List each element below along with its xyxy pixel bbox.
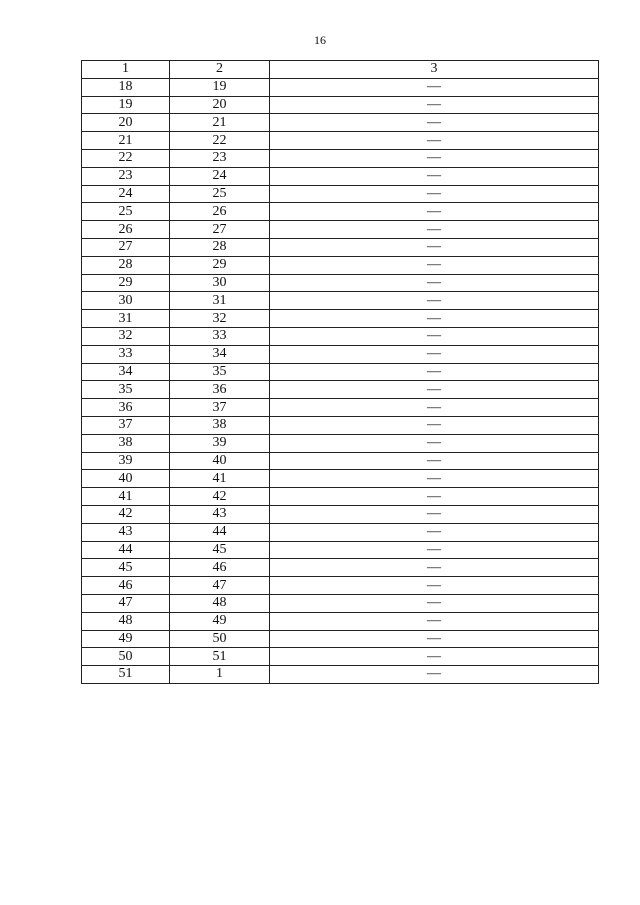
table-cell-col-3: — [270,274,599,292]
table-cell-col-1: 25 [82,203,170,221]
table-cell-col-1: 42 [82,505,170,523]
table-cell-col-2: 23 [170,149,270,167]
table-row [82,541,599,559]
table-cell-col-2: 43 [170,505,270,523]
table-row [82,132,599,150]
table-cell-col-1: 51 [82,666,170,684]
table-row [82,221,599,239]
table-cell-col-1: 30 [82,292,170,310]
table-cell-col-3: — [270,203,599,221]
table-cell-col-2: 26 [170,203,270,221]
table-cell-col-3: — [270,345,599,363]
table-cell-col-3: — [270,648,599,666]
table-row [82,630,599,648]
table-row [82,577,599,595]
table-cell-col-2: 45 [170,541,270,559]
table-cell-col-1: 28 [82,256,170,274]
table-cell-col-1: 26 [82,221,170,239]
table-cell-col-1: 45 [82,559,170,577]
table-cell-col-1: 38 [82,434,170,452]
table-row [82,559,599,577]
table-cell-col-3: — [270,470,599,488]
table-row [82,488,599,506]
table-cell-col-3: — [270,96,599,114]
table-cell-col-1: 37 [82,416,170,434]
table-cell-col-2: 28 [170,238,270,256]
table-row [82,594,599,612]
table-cell-col-2: 31 [170,292,270,310]
table-cell-col-2: 30 [170,274,270,292]
table-cell-col-1: 31 [82,310,170,328]
table-cell-col-1: 23 [82,167,170,185]
table-row [82,345,599,363]
table-cell-col-2: 22 [170,132,270,150]
table-cell-col-1: 35 [82,381,170,399]
table-cell-col-1: 46 [82,577,170,595]
table-cell-col-2: 32 [170,310,270,328]
header-row [82,61,599,79]
table-cell-col-2: 46 [170,559,270,577]
table-cell-col-1: 39 [82,452,170,470]
table-cell-col-2: 27 [170,221,270,239]
table-cell-col-3: — [270,238,599,256]
table-cell-col-1: 41 [82,488,170,506]
table-cell-col-2: 41 [170,470,270,488]
table-cell-col-3: — [270,666,599,684]
table-header [82,61,599,79]
table-cell-col-1: 43 [82,523,170,541]
table-cell-col-3: — [270,541,599,559]
table-row [82,96,599,114]
table-row [82,666,599,684]
table-row [82,399,599,417]
table-cell-col-3: — [270,149,599,167]
table-cell-col-1: 34 [82,363,170,381]
table-cell-col-3: — [270,132,599,150]
table-row [82,452,599,470]
table-body [82,78,599,683]
column-header-1: 1 [82,61,170,79]
table-cell-col-2: 20 [170,96,270,114]
table-cell-col-3: — [270,452,599,470]
table-cell-col-2: 49 [170,612,270,630]
table-cell-col-3: — [270,185,599,203]
table-cell-col-2: 1 [170,666,270,684]
table-cell-col-2: 38 [170,416,270,434]
table-cell-col-3: — [270,78,599,96]
table-cell-col-3: — [270,221,599,239]
table-cell-col-1: 24 [82,185,170,203]
data-table [81,60,599,684]
table-cell-col-1: 29 [82,274,170,292]
table-cell-col-3: — [270,434,599,452]
table-row [82,78,599,96]
table-cell-col-2: 39 [170,434,270,452]
table-cell-col-3: — [270,612,599,630]
table-row [82,416,599,434]
table-cell-col-1: 48 [82,612,170,630]
table-cell-col-2: 24 [170,167,270,185]
table-row [82,470,599,488]
table-cell-col-1: 32 [82,327,170,345]
table-cell-col-3: — [270,310,599,328]
table-row [82,363,599,381]
table-row [82,381,599,399]
table-cell-col-2: 36 [170,381,270,399]
table-row [82,327,599,345]
table-cell-col-1: 47 [82,594,170,612]
table-cell-col-2: 51 [170,648,270,666]
table-cell-col-2: 42 [170,488,270,506]
page-number: 16 [314,33,326,47]
table-row [82,238,599,256]
table-row [82,185,599,203]
table-cell-col-2: 34 [170,345,270,363]
column-header-2: 2 [170,61,270,79]
table-cell-col-2: 29 [170,256,270,274]
table-cell-col-1: 44 [82,541,170,559]
table-cell-col-1: 18 [82,78,170,96]
table-row [82,523,599,541]
table-cell-col-1: 33 [82,345,170,363]
table-cell-col-1: 50 [82,648,170,666]
table-cell-col-3: — [270,488,599,506]
table-row [82,167,599,185]
table-cell-col-3: — [270,114,599,132]
table-row [82,310,599,328]
table-cell-col-3: — [270,381,599,399]
table-cell-col-2: 37 [170,399,270,417]
table-row [82,612,599,630]
table-cell-col-1: 36 [82,399,170,417]
table-cell-col-3: — [270,327,599,345]
table-cell-col-2: 25 [170,185,270,203]
table-cell-col-1: 21 [82,132,170,150]
table-cell-col-2: 40 [170,452,270,470]
table-cell-col-3: — [270,523,599,541]
table-row [82,505,599,523]
table-cell-col-1: 22 [82,149,170,167]
table-cell-col-2: 44 [170,523,270,541]
table-cell-col-2: 48 [170,594,270,612]
table-cell-col-3: — [270,594,599,612]
table-cell-col-2: 50 [170,630,270,648]
table-row [82,274,599,292]
table-cell-col-1: 20 [82,114,170,132]
table-row [82,203,599,221]
table-cell-col-2: 33 [170,327,270,345]
table-cell-col-1: 19 [82,96,170,114]
column-header-3: 3 [270,61,599,79]
table-row [82,114,599,132]
table-cell-col-2: 35 [170,363,270,381]
table-row [82,149,599,167]
table-cell-col-3: — [270,292,599,310]
table-cell-col-3: — [270,399,599,417]
table-cell-col-1: 49 [82,630,170,648]
table-cell-col-3: — [270,559,599,577]
table-row [82,292,599,310]
table-cell-col-1: 27 [82,238,170,256]
table-cell-col-2: 21 [170,114,270,132]
table-cell-col-1: 40 [82,470,170,488]
table-cell-col-2: 47 [170,577,270,595]
table-row [82,648,599,666]
table-cell-col-3: — [270,505,599,523]
table-cell-col-3: — [270,630,599,648]
table-cell-col-2: 19 [170,78,270,96]
table-cell-col-3: — [270,416,599,434]
table-cell-col-3: — [270,256,599,274]
table-cell-col-3: — [270,577,599,595]
table-cell-col-3: — [270,167,599,185]
table-row [82,256,599,274]
table-cell-col-3: — [270,363,599,381]
table-row [82,434,599,452]
